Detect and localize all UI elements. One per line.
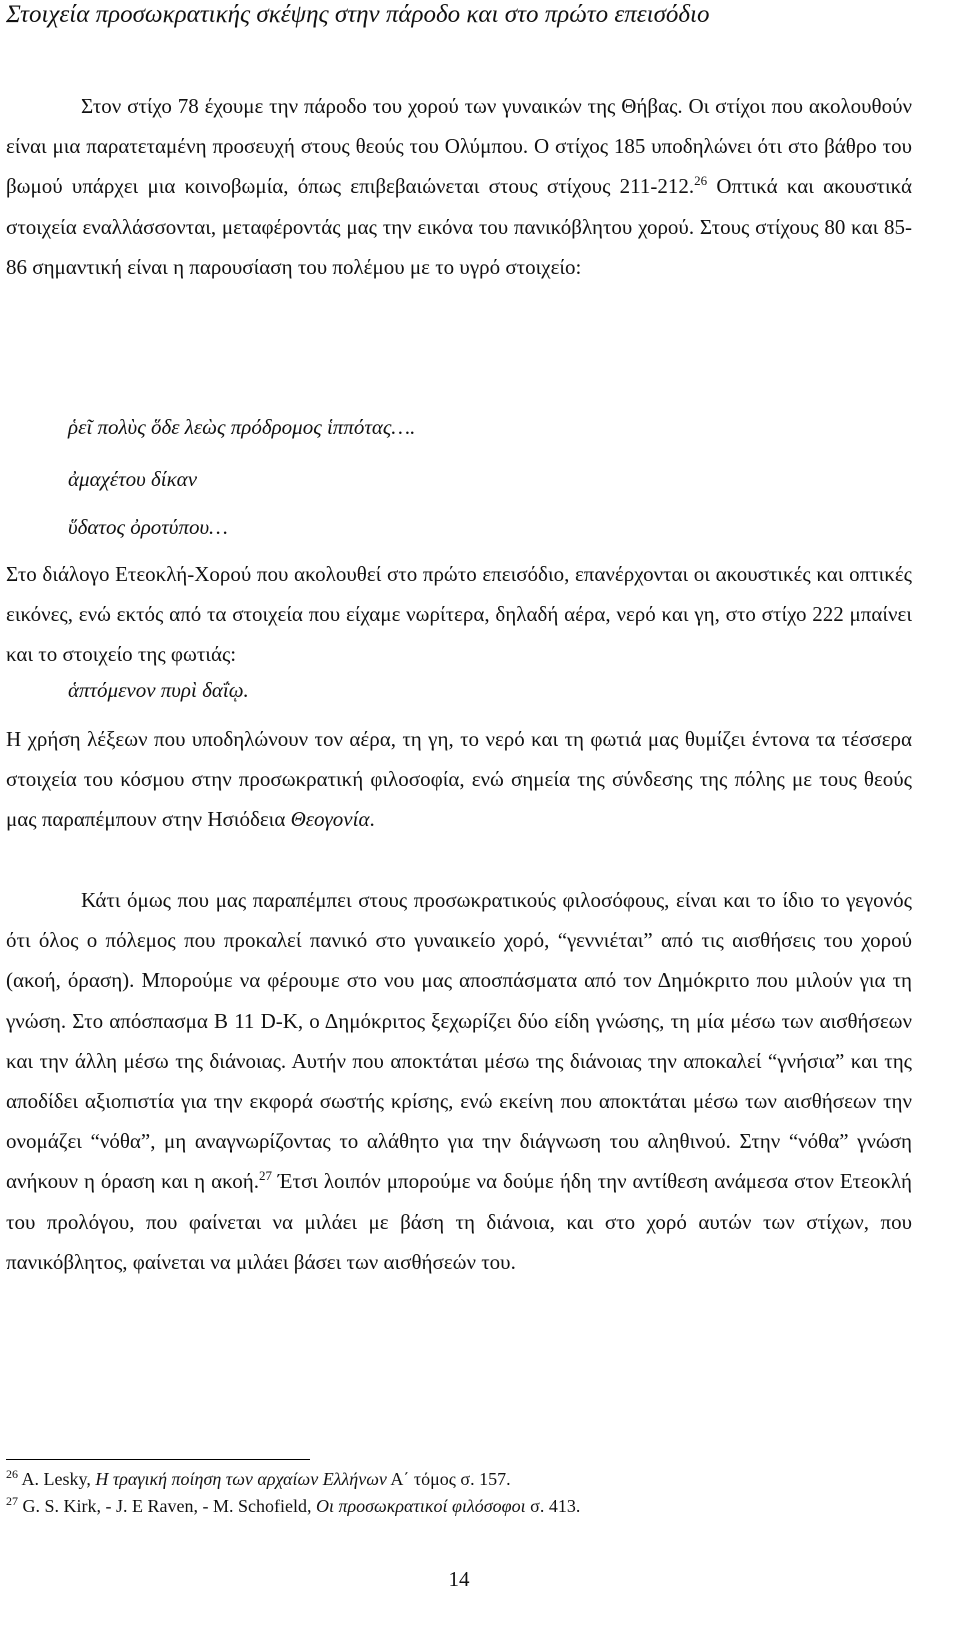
- ancient-greek-quote-1: ῥεῖ πολὺς ὅδε λεὼς πρόδρομος ἱππότας….: [68, 415, 416, 439]
- ancient-greek-quote-3: ὕδατος ὀροτύπου…: [68, 515, 228, 539]
- footnote-number: 26: [6, 1467, 18, 1481]
- paragraph-democritus: [6, 880, 912, 1282]
- footnote-text: A. Lesky,: [18, 1469, 96, 1489]
- footnote-text: Α΄ τόμος σ. 157.: [386, 1469, 511, 1489]
- paragraph-text: Έτσι λοιπόν μπορούμε να δούμε ήδη την αντίθεση ανάμεσα στον Ετεοκλή του προλόγου, που φαίνεται να μιλάει με βάση τη διάνοια, και στο χορό αυτών των στίχων, που πανικόβλητος, φαίνεται να μιλάει βάσει των αισθήσεών του.: [6, 1169, 912, 1274]
- footnote-ref-27[interactable]: 27: [258, 1168, 272, 1184]
- paragraph-parodos: [6, 86, 912, 287]
- footnote-text: G. S. Kirk, - J. E Raven, - M. Schofield,: [18, 1496, 316, 1516]
- section-heading: Στοιχεία προσωκρατικής σκέψης στην πάροδο και στο πρώτο επεισόδιο: [6, 1, 710, 28]
- page-number: 14: [448, 1567, 470, 1591]
- paragraph-first-episode: Στο διάλογο Ετεοκλή-Χορού που ακολουθεί στο πρώτο επεισόδιο, επανέρχονται οι ακουστικές και οπτικές εικόνες, ενώ εκτός από τα στοιχεία που είχαμε νωρίτερα, δηλαδή αέρα, νερό και γη, στο στίχο 222 μπαίνει και το στοιχείο της φωτιάς:: [6, 562, 912, 667]
- footnote-27: [6, 1494, 580, 1518]
- paragraph-text: Στον στίχο 78 έχουμε την πάροδο του χορού των γυναικών της Θήβας. Οι στίχοι που ακολουθούν είναι μια παρατεταμένη προσευχή στους θεούς του Ολύμπου. Ο στίχος 185 υποδηλώνει ότι στο βάθρο του βωμού υπάρχει μια κοινοβωμία, όπως επιβεβαιώνεται στους στίχους 211-212.: [6, 94, 912, 199]
- footnote-title: Οι προσωκρατικοί φιλόσοφοι: [315, 1496, 526, 1516]
- work-title: Θεογονία: [290, 807, 370, 832]
- paragraph-text: Κάτι όμως που μας παραπέμπει στους προσωκρατικούς φιλοσόφους, είναι και το ίδιο το γεγονός ότι όλος ο πόλεμος που προκαλεί πανικό στο γυναικείο χορό, “γεννιέται” από τις αισθήσεις του χορού (ακοή, όραση). Μπορούμε να φέρουμε στο νου μας αποσπάσματα από τον Δημόκριτο που μιλούν για τη γνώση. Στο απόσπασμα Β 11 D-K, ο Δημόκριτος ξεχωρίζει δύο είδη γνώσης, τη μία μέσω των αισθήσεων και την άλλη μέσω της διάνοιας. Αυτήν που αποκτάται μέσω της διάνοιας την αποκαλεί “γνήσια” και της αποδίδει αξιοπιστία για την εκφορά σωστής κρίσης, ενώ εκείνη που αποκτάται μέσω των αισθήσεων την ονομάζει “νόθα”, μη αναγνωρίζοντας το αλάθητο για την διάγνωση του αληθινού. Στην “νόθα” γνώση ανήκουν η όραση και η ακοή.: [6, 888, 912, 1194]
- paragraph-text: Η χρήση λέξεων που υποδηλώνουν τον αέρα, τη γη, το νερό και τη φωτιά μας θυμίζει έντονα τα τέσσερα στοιχεία του κόσμου στην προσωκρατική φιλοσοφία, ενώ σημεία της σύνδεσης της πόλης με τους θεούς μας παραπέμπουν στην Ησιόδεια: [6, 727, 912, 832]
- footnote-ref-26[interactable]: 26: [694, 173, 708, 189]
- ancient-greek-quote-fire: ἁπτόμενον πυρὶ δαΐῳ.: [68, 678, 249, 702]
- footnote-26: [6, 1467, 511, 1491]
- footnote-number: 27: [6, 1494, 18, 1508]
- paragraph-text: Οπτικά και ακουστικά στοιχεία εναλλάσσονται, μεταφέροντάς μας την εικόνα του πανικόβλητου χορού. Στους στίχους 80 και 85-86 σημαντική είναι η παρουσίαση του πολέμου με το υγρό στοιχείο:: [6, 174, 913, 279]
- paragraph-end: .: [369, 807, 375, 832]
- footnote-separator: [6, 1459, 310, 1460]
- footnote-title: Η τραγική ποίηση των αρχαίων Ελλήνων: [95, 1469, 387, 1489]
- footnote-text: σ. 413.: [525, 1496, 581, 1516]
- ancient-greek-quote-2: ἀμαχέτου δίκαν: [68, 467, 198, 491]
- paragraph-elements: [6, 719, 912, 840]
